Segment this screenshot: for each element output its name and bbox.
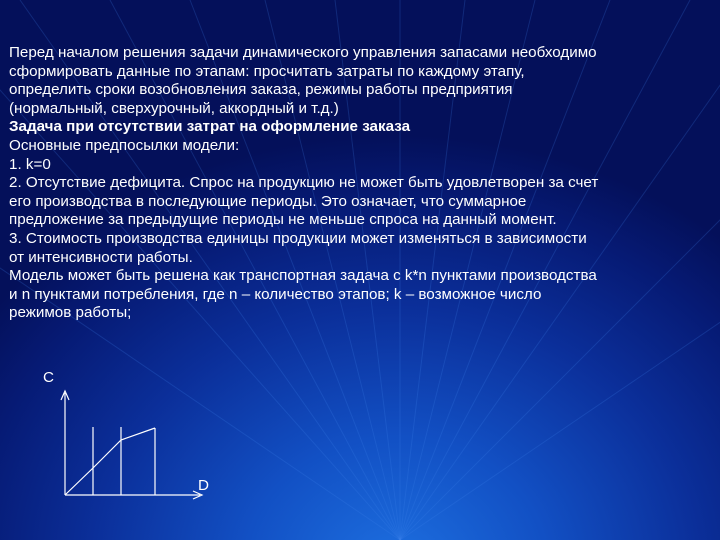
intro-line-1: Перед началом решения задачи динамического управления запасами необходимо — [9, 44, 597, 61]
graph-x-label: D — [198, 477, 209, 494]
assumption-1: 1. k=0 — [9, 155, 51, 173]
assumption-2-line-3: предложение за предыдущие периоды не меньше спроса на данный момент. — [9, 211, 557, 229]
slide-text — [9, 44, 715, 323]
model-line-3: режимов работы; — [9, 304, 132, 322]
assumptions-title: Основные предпосылки модели: — [9, 136, 240, 154]
graph-y-label: C — [43, 369, 54, 386]
assumption-3-line-1: 3. Стоимость производства единицы продукции может изменяться в зависимости — [9, 229, 587, 247]
intro-line-3: определить сроки возобновления заказа, режимы работы предприятия — [9, 81, 513, 99]
section-heading: Задача при отсутствии затрат на оформление заказа — [9, 118, 411, 136]
assumption-2-line-1: 2. Отсутствие дефицита. Спрос на продукцию не может быть удовлетворен за счет — [9, 174, 599, 192]
intro-line-2: сформировать данные по этапам: просчитать затраты по каждому этапу, — [9, 62, 525, 80]
cost-graph — [50, 385, 220, 505]
model-line-2: и n пунктами потребления, где n – количество этапов; k – возможное число — [9, 285, 542, 303]
intro-line-4: (нормальный, сверхурочный, аккордный и т.д.) — [9, 99, 339, 117]
cost-curve — [65, 428, 155, 495]
model-line-1: Модель может быть решена как транспортная задача с k*n пунктами производства — [9, 267, 597, 285]
assumption-3-line-2: от интенсивности работы. — [9, 248, 193, 266]
assumption-2-line-2: его производства в последующие периоды. Это означает, что суммарное — [9, 192, 527, 210]
